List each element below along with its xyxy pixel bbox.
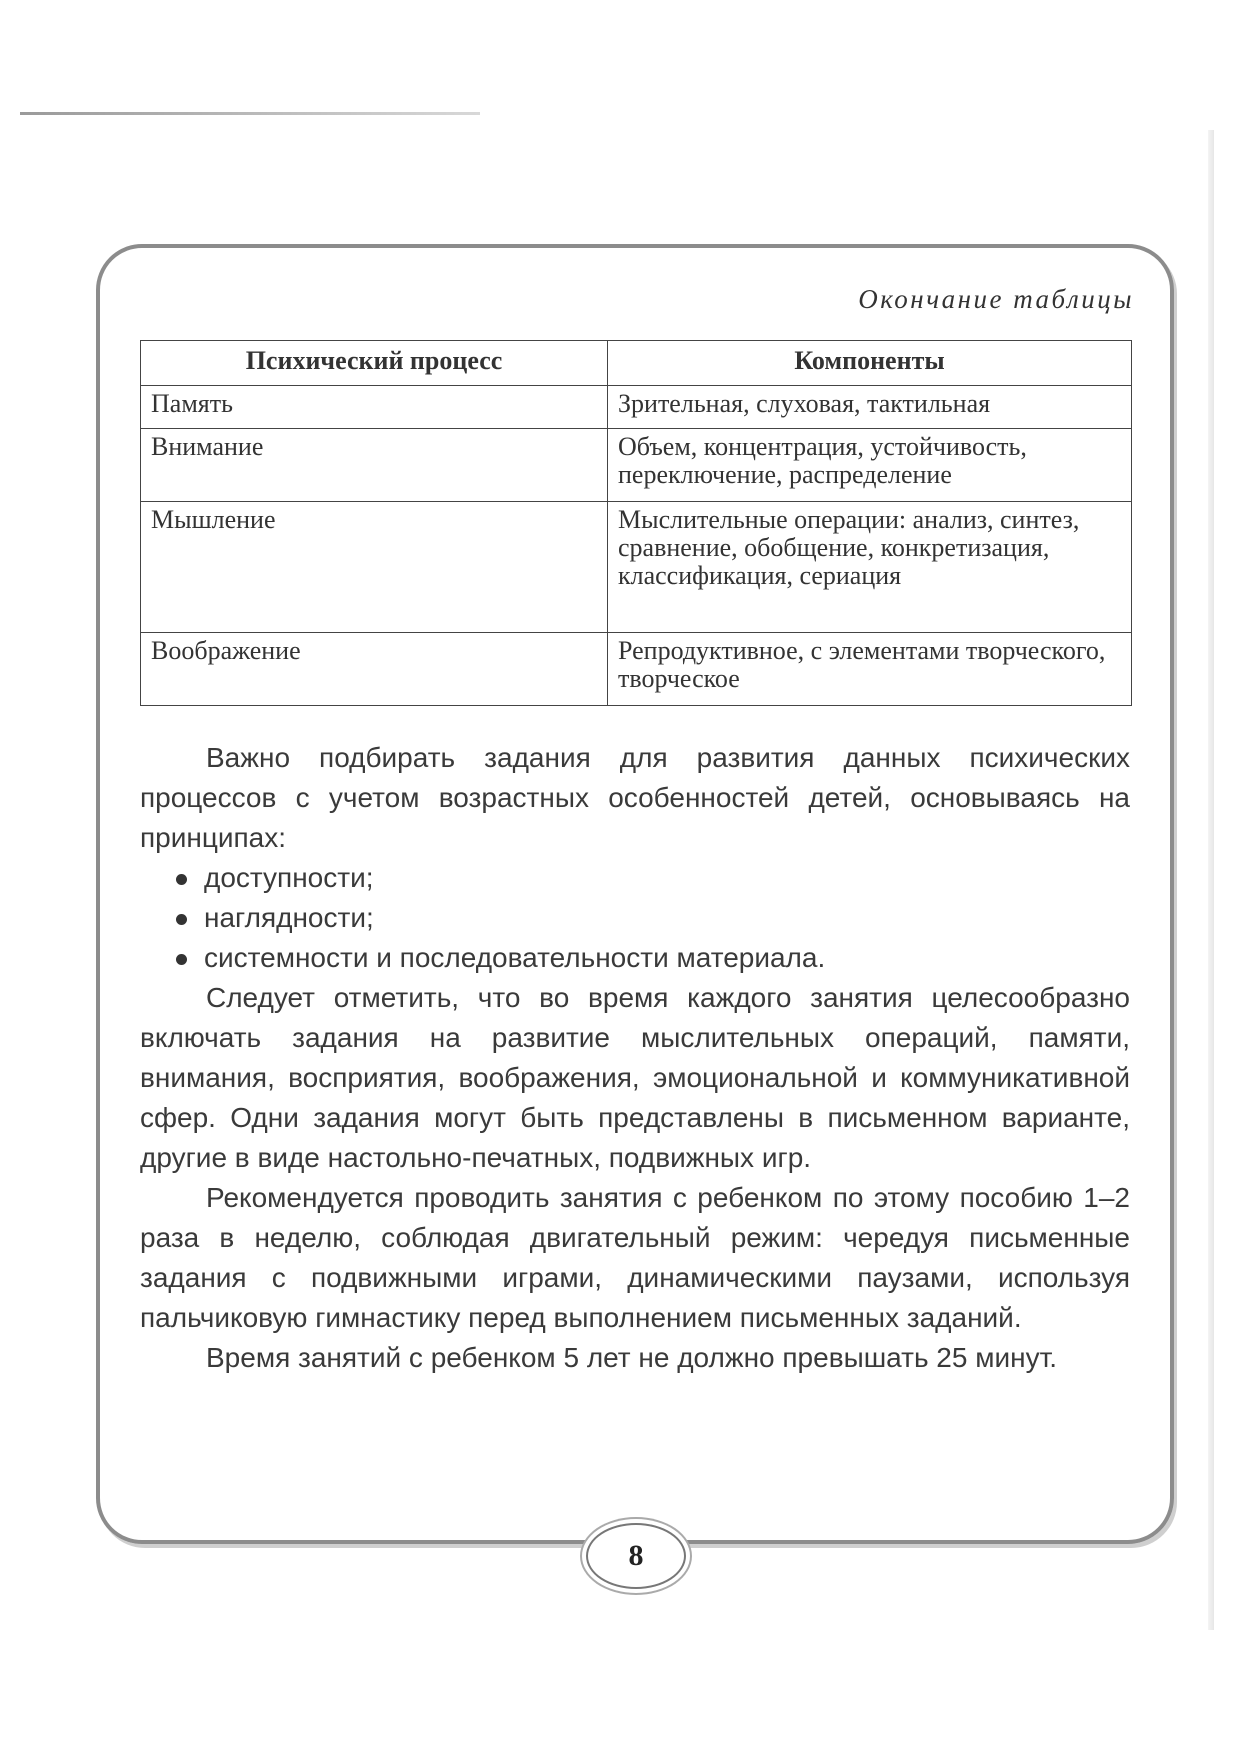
header-process: Психический процесс xyxy=(141,341,608,386)
principles-list xyxy=(140,858,1130,978)
body-text xyxy=(140,738,1130,1378)
top-rule xyxy=(20,112,480,115)
table-header-row xyxy=(141,341,1132,386)
table-row xyxy=(141,386,1132,429)
page-edge-shadow xyxy=(1208,130,1214,1630)
table-caption: Окончание таблицы xyxy=(858,284,1134,314)
cell-components: Репродуктивное, с элементами творческого, творческое xyxy=(608,633,1132,706)
paragraph: Следует отметить, что во время каждого занятия целесообразно включать задания на развитие мыслительных операций, памяти, внимания, восприятия, воображения, эмоциональной и коммуникативной сфер. Одни задания могут быть представлены в письменном варианте, другие в виде настольно-печатных, подвижных игр. xyxy=(140,982,1130,1173)
list-item: системности и последовательности материала. xyxy=(140,938,1130,978)
cell-components: Объем, концентрация, устойчивость, переключение, распределение xyxy=(608,429,1132,502)
list-item: доступности; xyxy=(140,858,1130,898)
paragraph: Рекомендуется проводить занятия с ребенком по этому пособию 1–2 раза в неделю, соблюдая двигательный режим: чередуя письменные задания с подвижными играми, динамическими паузами, используя пальчиковую гимнастику перед выполнением письменных заданий. xyxy=(140,1182,1130,1333)
page-number: 8 xyxy=(586,1523,686,1589)
cell-components: Мыслительные операции: анализ, синтез, сравнение, обобщение, конкретизация, классификация, сериация xyxy=(608,502,1132,633)
cell-process: Воображение xyxy=(141,633,608,706)
paragraph: Время занятий с ребенком 5 лет не должно превышать 25 минут. xyxy=(206,1342,1058,1373)
paragraph: Важно подбирать задания для развития данных психических процессов с учетом возрастных особенностей детей, основываясь на принципах: xyxy=(140,742,1130,853)
list-item: наглядности; xyxy=(140,898,1130,938)
table-row xyxy=(141,502,1132,633)
header-components: Компоненты xyxy=(608,341,1132,386)
cell-process: Мышление xyxy=(141,502,608,633)
cell-process: Внимание xyxy=(141,429,608,502)
process-table xyxy=(140,340,1132,706)
cell-process: Память xyxy=(141,386,608,429)
table-row xyxy=(141,429,1132,502)
cell-components: Зрительная, слуховая, тактильная xyxy=(608,386,1132,429)
table-row xyxy=(141,633,1132,706)
